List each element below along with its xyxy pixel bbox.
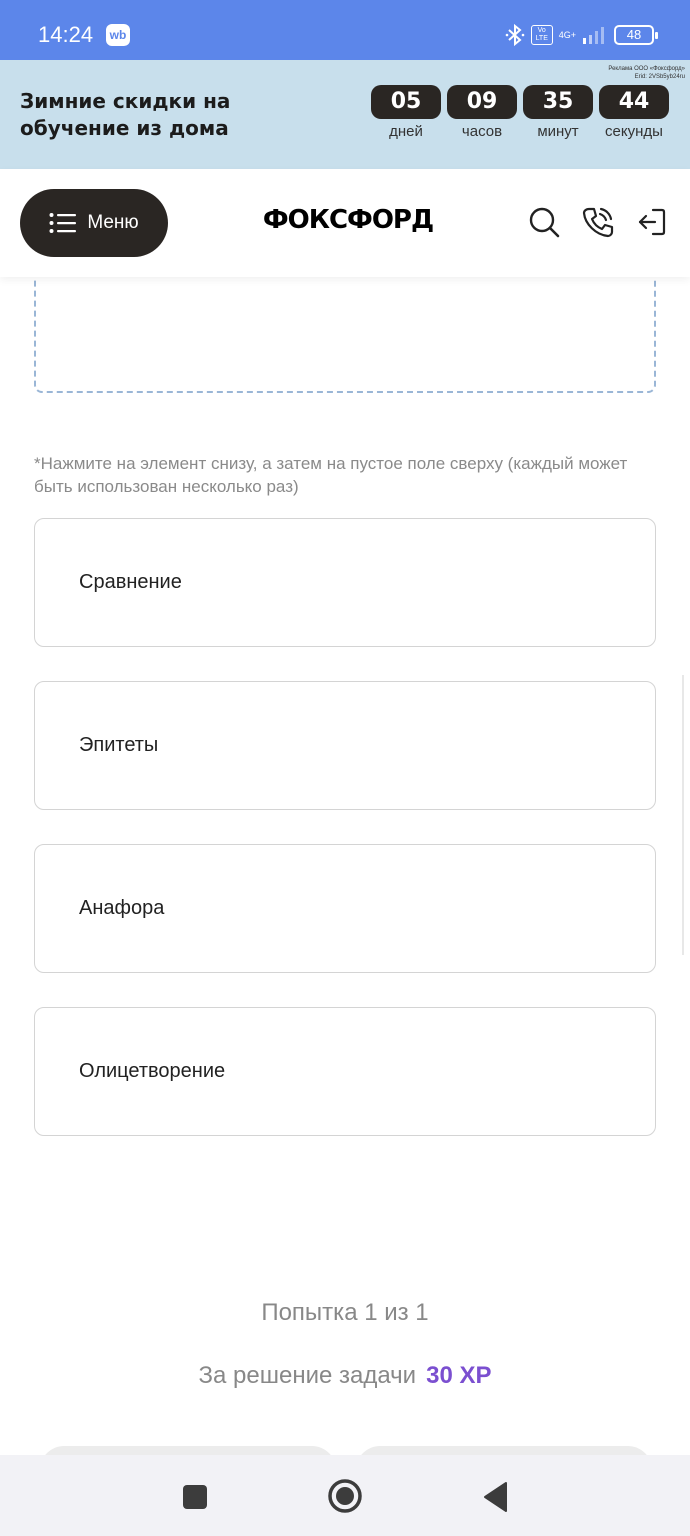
scrollbar[interactable] bbox=[682, 675, 690, 955]
option-card[interactable] bbox=[34, 844, 656, 973]
promo-banner[interactable] bbox=[0, 60, 690, 169]
home-icon[interactable] bbox=[327, 1478, 363, 1514]
timer-label: часов bbox=[461, 123, 503, 140]
signal-icon bbox=[582, 25, 608, 45]
site-header bbox=[0, 169, 690, 277]
bluetooth-icon bbox=[505, 23, 525, 47]
timer-label: дней bbox=[389, 123, 423, 140]
ad-disclaimer: Реклама ООО «Фоксфорд» Erid: 2VSb5yb24ru bbox=[608, 66, 685, 80]
timer-days bbox=[371, 85, 441, 140]
option-label: Сравнение bbox=[79, 571, 182, 593]
timer-label: минут bbox=[537, 123, 579, 140]
timer-value: 05 bbox=[371, 85, 441, 119]
network-type: 4G+ bbox=[558, 29, 576, 40]
menu-button[interactable] bbox=[20, 189, 168, 257]
timer-seconds bbox=[599, 85, 669, 140]
timer-minutes bbox=[523, 85, 593, 140]
timer-value: 44 bbox=[599, 85, 669, 119]
option-label: Олицетворение bbox=[79, 1060, 226, 1082]
option-card[interactable] bbox=[34, 1007, 656, 1136]
wb-app-icon: wb bbox=[106, 24, 130, 46]
recent-apps-icon[interactable] bbox=[182, 1484, 208, 1510]
option-card[interactable] bbox=[34, 681, 656, 810]
timer-value: 35 bbox=[523, 85, 593, 119]
battery-icon: 48 bbox=[614, 25, 654, 45]
timer-value: 09 bbox=[447, 85, 517, 119]
reward-xp: 30 XP bbox=[426, 1362, 492, 1389]
status-time: 14:24 bbox=[38, 22, 94, 47]
search-icon[interactable] bbox=[527, 205, 561, 239]
system-nav-bar bbox=[0, 1455, 690, 1536]
countdown-timer bbox=[371, 85, 669, 140]
option-label: Эпитеты bbox=[79, 734, 159, 756]
timer-hours bbox=[447, 85, 517, 140]
timer-label: секунды bbox=[605, 123, 663, 140]
menu-icon bbox=[49, 212, 77, 234]
task-hint: *Нажмите на элемент снизу, а затем на пустое поле сверху (каждый может быть использован несколько раз) bbox=[34, 454, 628, 496]
option-card[interactable] bbox=[34, 518, 656, 647]
attempt-counter: Попытка 1 из 1 bbox=[261, 1299, 429, 1326]
option-label: Анафора bbox=[79, 897, 165, 919]
status-bar bbox=[0, 0, 690, 60]
phone-icon[interactable] bbox=[581, 205, 615, 239]
promo-title: Зимние скидки на обучение из дома bbox=[20, 89, 231, 140]
status-icons bbox=[505, 22, 654, 48]
reward-label: За решение задачи bbox=[198, 1362, 417, 1389]
login-icon[interactable] bbox=[635, 205, 669, 239]
logo[interactable]: ФОКСФОРД bbox=[262, 205, 434, 235]
menu-label: Меню bbox=[87, 212, 139, 233]
task-reward bbox=[0, 1362, 690, 1390]
back-icon[interactable] bbox=[482, 1481, 510, 1513]
volte-icon: Vo LTE bbox=[531, 25, 553, 45]
